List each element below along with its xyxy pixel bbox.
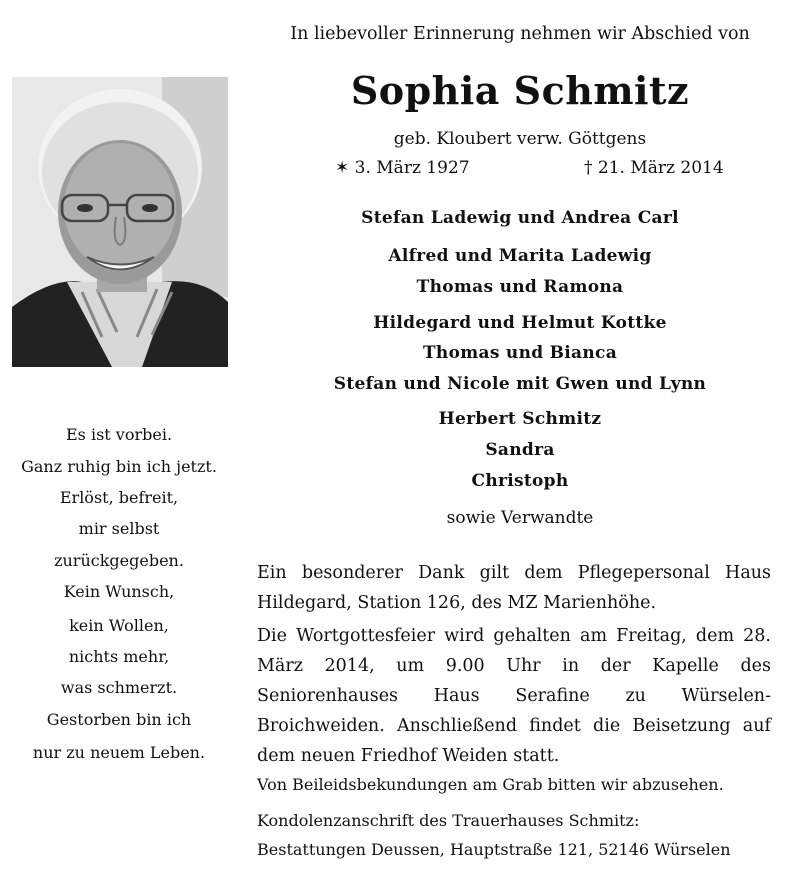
family-line: Thomas und Bianca bbox=[422, 343, 618, 363]
service-paragraph: Die Wortgottesfeier wird gehalten am Freitag, dem 28. März 2014, um 9.00 Uhr in der Kapelle des Seniorenhauses Haus Serafine zu Würselen-Broichweiden. Anschließend findet die Beisetzung auf dem neuen Friedhof Weiden statt. bbox=[257, 626, 771, 766]
thanks-paragraph: Ein besonderer Dank gilt dem Pflegepersonal Haus Hildegard, Station 126, des MZ Marienhöhe. bbox=[257, 563, 771, 613]
family-line: Christoph bbox=[471, 471, 569, 491]
family-line: Sandra bbox=[485, 440, 555, 460]
death-date-text: 21. März 2014 bbox=[597, 158, 724, 178]
star-icon: ✶ bbox=[335, 158, 350, 178]
condolence-note: Von Beileidsbekundungen am Grab bitten wir abzusehen. bbox=[257, 775, 724, 794]
poem-line: Gestorben bin ich bbox=[46, 710, 192, 729]
family-line: Hildegard und Helmut Kottke bbox=[373, 313, 667, 333]
address-label: Kondolenzanschrift des Trauerhauses Schmitz: bbox=[257, 811, 640, 830]
poem-line: was schmerzt. bbox=[60, 678, 178, 697]
poem-line: Ganz ruhig bin ich jetzt. bbox=[21, 457, 217, 476]
deceased-name: Sophia Schmitz bbox=[350, 68, 690, 113]
relatives-line: sowie Verwandte bbox=[446, 508, 594, 528]
poem-line: Es ist vorbei. bbox=[65, 425, 173, 444]
family-line: Herbert Schmitz bbox=[438, 409, 602, 429]
intro-text: In liebevoller Erinnerung nehmen wir Abschied von bbox=[290, 24, 750, 44]
poem-line: Kein Wunsch, bbox=[63, 582, 175, 601]
death-date bbox=[584, 158, 724, 178]
family-line: Stefan und Nicole mit Gwen und Lynn bbox=[333, 374, 707, 394]
family-line: Thomas und Ramona bbox=[416, 277, 624, 297]
address-line: Bestattungen Deussen, Hauptstraße 121, 52146 Würselen bbox=[257, 840, 731, 859]
birth-date-text: 3. März 1927 bbox=[354, 158, 470, 178]
poem-line: nur zu neuem Leben. bbox=[32, 743, 206, 762]
portrait-photo bbox=[12, 77, 228, 367]
family-line: Alfred und Marita Ladewig bbox=[388, 246, 652, 266]
poem-line: kein Wollen, bbox=[69, 616, 169, 635]
poem-line: Erlöst, befreit, bbox=[59, 488, 179, 507]
portrait-illustration bbox=[12, 77, 228, 367]
poem-line: nichts mehr, bbox=[68, 647, 170, 666]
maiden-name-line: geb. Kloubert verw. Göttgens bbox=[393, 129, 647, 149]
poem-line: zurückgegeben. bbox=[54, 551, 184, 570]
birth-date bbox=[335, 158, 470, 178]
poem-line: mir selbst bbox=[78, 519, 160, 538]
family-line: Stefan Ladewig und Andrea Carl bbox=[361, 208, 679, 228]
cross-icon: † bbox=[584, 158, 593, 178]
